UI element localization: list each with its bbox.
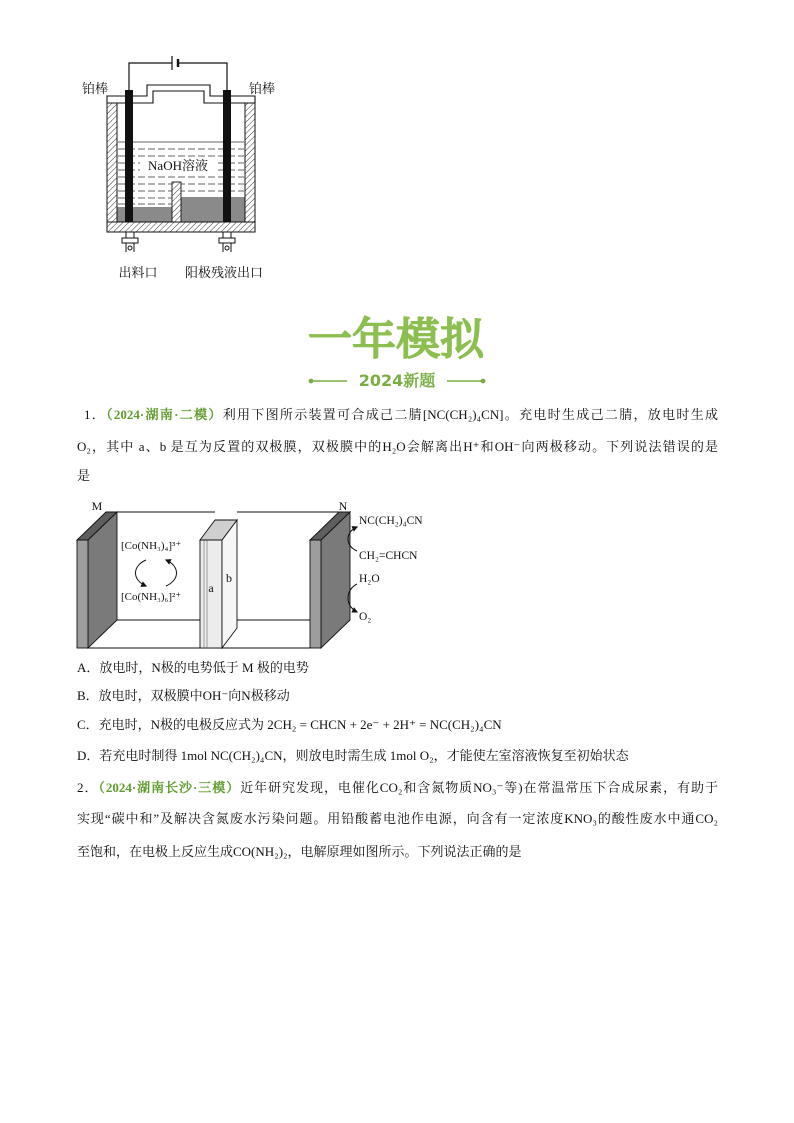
option-b-label: B． xyxy=(77,688,99,703)
power-source-icon xyxy=(172,56,178,70)
question-2-stem-part-1: 近年研究发现，电催化CO₂和含氮物质NO₃⁻等)在常温常压下合成尿素，有助于 xyxy=(240,780,718,795)
container-bottom xyxy=(107,222,255,232)
question-1-number: 1． xyxy=(84,407,107,422)
option-c xyxy=(77,715,718,735)
question-2-stem-part-3: 至饱和，在电极上反应生成CO(NH₂)₂，电解原理如图所示。下列说法正确的是 xyxy=(77,844,522,859)
left-outlet-label: 出料口 xyxy=(118,265,158,280)
electrolysis-cell-diagram xyxy=(60,40,300,290)
right-outlet-label: 阳极残液出口 xyxy=(184,265,264,280)
species-lower-left: [Co(NH₃)₆]²⁺ xyxy=(121,591,182,603)
bipolar-membrane-cell-diagram xyxy=(70,495,450,655)
question-2-number: 2． xyxy=(77,780,99,795)
species-upper-right-2: CH₂=CHCN xyxy=(359,550,418,562)
electrode-n-label: N xyxy=(338,499,348,513)
right-outlet-valve-icon xyxy=(219,232,235,252)
cycle-arrow-right-icon xyxy=(166,560,177,586)
option-c-label: C． xyxy=(77,717,99,732)
option-c-text: 充电时，N极的电极反应式为 2CH₂ = CHCN + 2e⁻ + 2H⁺ = NC(CH₂)₄CN xyxy=(98,717,502,732)
electrode-m-label: M xyxy=(91,499,103,513)
container-left-wall xyxy=(107,103,117,232)
species-lower-right-1: H₂O xyxy=(359,573,380,585)
option-d xyxy=(77,746,718,766)
electrode-m-plate xyxy=(77,512,117,648)
left-platinum-rod xyxy=(125,90,133,222)
question-1-stem-part-3: 是 xyxy=(77,468,91,483)
section-title: 一年模拟 xyxy=(308,314,484,365)
question-1-line-1 xyxy=(84,405,718,425)
solution-label: NaOH溶液 xyxy=(148,158,208,173)
section-subtitle: 2024新题 xyxy=(358,371,436,390)
question-2-source: （2024·湖南长沙·三模） xyxy=(98,780,241,795)
question-2-stem-part-2: 实现“碳中和”及解决含氮废水污染问题。用铅酸蓄电池作电源，向含有一定浓度KNO₃的酸性废水中通CO₂ xyxy=(77,811,718,826)
option-d-label: D． xyxy=(77,748,100,763)
option-a-text: 放电时，N极的电势低于 M 极的电势 xyxy=(99,660,309,675)
right-platinum-rod xyxy=(223,90,231,222)
left-outlet-valve-icon xyxy=(122,232,138,252)
option-a-label: A． xyxy=(77,660,100,675)
residue-right xyxy=(181,197,245,222)
species-upper-left: [Co(NH₃)₄]³⁺ xyxy=(121,540,182,552)
option-d-text: 若充电时制得 1mol NC(CH₂)₄CN，则放电时需生成 1mol O₂，才能使左室溶液恢复至初始状态 xyxy=(99,748,629,763)
species-upper-right-1: NC(CH₂)₄CN xyxy=(359,515,423,527)
partition xyxy=(172,182,181,222)
species-lower-right-2: O₂ xyxy=(359,611,372,623)
membrane-a-label: a xyxy=(208,581,214,595)
option-a xyxy=(77,658,718,678)
membrane-b-label: b xyxy=(226,571,232,585)
container-right-wall xyxy=(245,103,255,232)
option-b xyxy=(77,686,718,706)
cycle-arrow-left-icon xyxy=(136,560,147,586)
question-1-stem-part-2: O₂，其中 a、b 是互为反置的双极膜，双极膜中的H₂O会解离出H⁺和OH⁻向两极移动。下列说法错误的是 xyxy=(77,439,718,454)
right-rod-label: 铂棒 xyxy=(248,81,276,96)
question-1-stem-part-1: 利用下图所示装置可合成己二腈[NC(CH₂)₄CN]。充电时生成己二腈，放电时生成 xyxy=(222,407,718,422)
option-b-text: 放电时，双极膜中OH⁻向N极移动 xyxy=(98,688,290,703)
electrode-n-plate xyxy=(310,512,350,648)
left-rod-label: 铂棒 xyxy=(81,81,109,96)
question-1-source: （2024·湖南·二模） xyxy=(106,407,223,422)
question-2-line-1 xyxy=(77,778,718,798)
